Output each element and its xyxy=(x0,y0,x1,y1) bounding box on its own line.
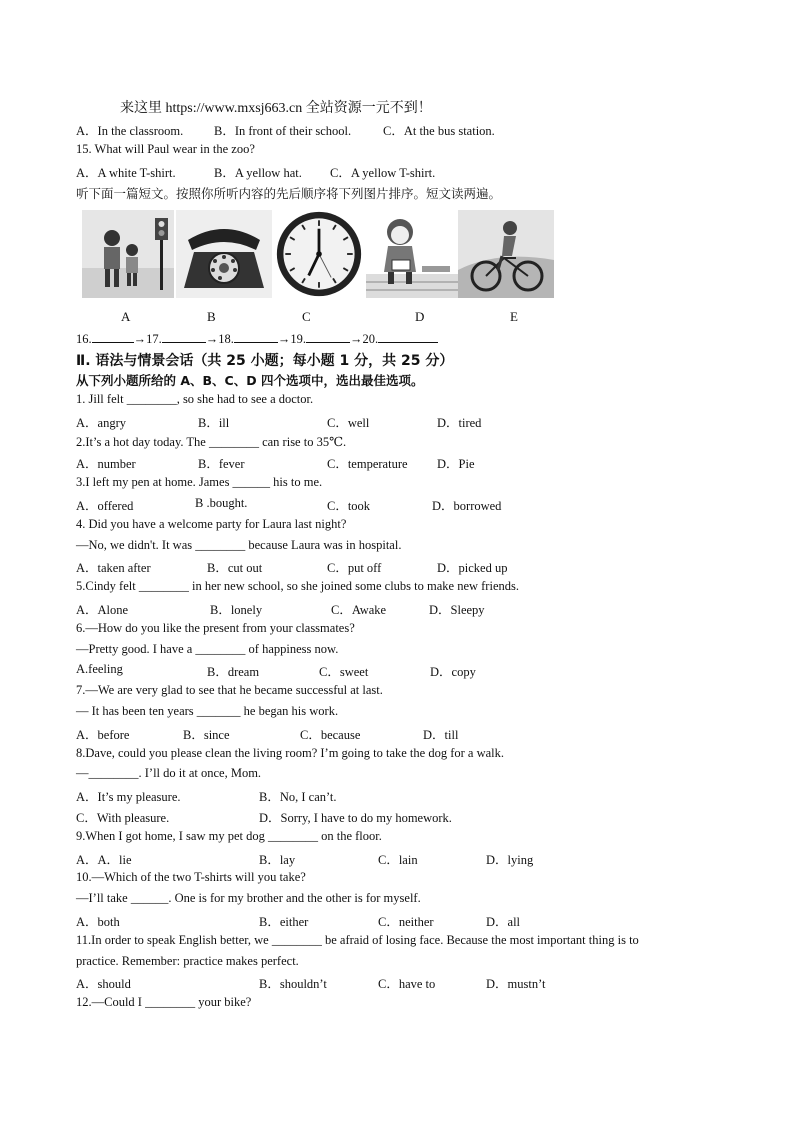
question-11-option-c[interactable]: C．have to xyxy=(378,977,436,992)
question-4-line-1: 4. Did you have a welcome party for Laura last night? xyxy=(76,516,347,531)
question-7-option-a[interactable]: A．before xyxy=(76,727,130,742)
question-4-line-2: —No, we didn't. It was ________ because Laura was in hospital. xyxy=(76,537,402,552)
question-1-option-c[interactable]: C．well xyxy=(327,415,370,430)
question-6-line-1: 6.—How do you like the present from your classmates? xyxy=(76,620,355,635)
picture-a-crossing-icon xyxy=(82,210,174,298)
answer-18-blank[interactable] xyxy=(234,330,278,343)
question-12-line-1: 12.—Could I ________ your bike? xyxy=(76,995,252,1010)
question-9-option-a[interactable]: A．A．lie xyxy=(76,852,132,867)
site-banner: 来这里 https://www.mxsj663.cn 全站资源一元不到！ xyxy=(120,101,432,116)
question-11-option-a[interactable]: A．should xyxy=(76,977,131,992)
answer-19-label: →19. xyxy=(277,332,306,346)
picture-label-a: A xyxy=(121,309,131,324)
question-10-option-b[interactable]: B．either xyxy=(259,915,309,929)
question-5-option-c[interactable]: C．Awake xyxy=(331,603,387,617)
answer-17-label: →17. xyxy=(133,332,162,346)
question-9-option-d[interactable]: D．lying xyxy=(486,852,534,867)
question-3-option-b[interactable]: B .bought. xyxy=(195,496,248,510)
question-10-option-a[interactable]: A．both xyxy=(76,915,120,929)
answer-20-label: →20. xyxy=(350,332,379,346)
picture-b-telephone-icon xyxy=(176,210,272,298)
question-4-option-b[interactable]: B．cut out xyxy=(207,561,263,576)
picture-c-clock-icon xyxy=(272,210,366,298)
question-2-option-b[interactable]: B．fever xyxy=(198,457,245,472)
question-11-option-d[interactable]: D．mustn’t xyxy=(486,977,546,992)
question-7-option-c[interactable]: C．because xyxy=(300,727,361,742)
question-1-line-1: 1. Jill felt ________, so she had to see a doctor. xyxy=(76,392,314,406)
question-4-option-c[interactable]: C．put off xyxy=(327,561,382,576)
section-2-instruction: 从下列小题所给的 A、B、C、D 四个选项中，选出最佳选项。 xyxy=(76,373,424,388)
question-7-line-1: 7.—We are very glad to see that he became successful at last. xyxy=(76,683,383,698)
question-3-line-1: 3.I left my pen at home. James ______ his to me. xyxy=(76,475,323,490)
section-2-title: Ⅱ. 语法与情景会话（共 25 小题；每小题 1 分，共 25 分） xyxy=(76,353,454,369)
question-7-option-d[interactable]: D．till xyxy=(423,727,459,742)
question-6-option-b[interactable]: B．dream xyxy=(207,665,260,680)
question-6-line-2: —Pretty good. I have a ________ of happiness now. xyxy=(76,641,339,656)
question-6-option-a[interactable]: A.feeling xyxy=(76,662,123,677)
picture-label-b: B xyxy=(207,309,216,324)
question-2-option-c[interactable]: C．temperature xyxy=(327,457,408,472)
picture-d-girl-reading-icon xyxy=(366,210,458,298)
question-10-option-c[interactable]: C．neither xyxy=(378,915,434,929)
answer-20-blank[interactable] xyxy=(378,330,438,343)
question-8-option-c[interactable]: C．With pleasure. xyxy=(76,811,170,825)
question-3-option-a[interactable]: A．offered xyxy=(76,499,134,513)
q15-option-b: B．A yellow hat. xyxy=(214,166,302,180)
picture-label-d: D xyxy=(415,309,425,324)
question-3-option-c[interactable]: C．took xyxy=(327,499,371,513)
question-4-option-a[interactable]: A．taken after xyxy=(76,561,151,576)
question-9-option-c[interactable]: C．lain xyxy=(378,852,418,867)
q15-question: 15. What will Paul wear in the zoo? xyxy=(76,142,255,156)
q14-option-a: A．In the classroom. xyxy=(76,124,184,138)
question-5-line-1: 5.Cindy felt ________ in her new school, so she joined some clubs to make new friends. xyxy=(76,579,519,594)
question-3-option-d[interactable]: D．borrowed xyxy=(432,499,502,513)
picture-e-cyclist-icon xyxy=(458,210,554,298)
question-1-option-a[interactable]: A．angry xyxy=(76,415,126,430)
question-2-option-a[interactable]: A．number xyxy=(76,457,136,472)
answer-19-blank[interactable] xyxy=(306,330,350,343)
question-4-option-d[interactable]: D．picked up xyxy=(437,561,508,576)
question-8-line-2: —________. I’ll do it at once, Mom. xyxy=(76,766,262,781)
question-8-option-d[interactable]: D．Sorry, I have to do my homework. xyxy=(259,811,452,825)
answer-18-label: →18. xyxy=(205,332,234,346)
q15-option-c: C．A yellow T-shirt. xyxy=(330,166,436,180)
question-9-line-1: 9.When I got home, I saw my pet dog ________ on the floor. xyxy=(76,828,382,843)
question-1-option-d[interactable]: D．tired xyxy=(437,415,482,430)
question-6-option-d[interactable]: D．copy xyxy=(430,665,476,680)
q14-option-c: C．At the bus station. xyxy=(383,124,495,138)
question-5-option-d[interactable]: D．Sleepy xyxy=(429,603,485,617)
question-9-option-b[interactable]: B．lay xyxy=(259,852,296,867)
question-5-option-b[interactable]: B．lonely xyxy=(210,603,263,617)
question-2-option-d[interactable]: D．Pie xyxy=(437,457,475,472)
picture-label-e: E xyxy=(510,309,518,324)
q15-option-a: A．A white T-shirt. xyxy=(76,166,176,180)
question-1-option-b[interactable]: B．ill xyxy=(198,415,230,430)
q14-option-b: B．In front of their school. xyxy=(214,124,352,138)
question-10-line-1: 10.—Which of the two T-shirts will you take? xyxy=(76,870,306,885)
question-10-line-2: —I’ll take ______. One is for my brother and the other is for myself. xyxy=(76,891,421,906)
question-11-line-1: 11.In order to speak English better, we ________ be afraid of losing face. Because the most important thing is to xyxy=(76,932,639,947)
question-8-option-b[interactable]: B．No, I can’t. xyxy=(259,790,337,805)
question-8-option-a[interactable]: A．It’s my pleasure. xyxy=(76,790,181,805)
answer-17-blank[interactable] xyxy=(162,330,206,343)
question-8-line-1: 8.Dave, could you please clean the living room? I’m going to take the dog for a walk. xyxy=(76,745,504,760)
question-7-option-b[interactable]: B．since xyxy=(183,727,230,742)
answer-16-label: 16. xyxy=(76,332,92,346)
question-5-option-a[interactable]: A．Alone xyxy=(76,603,129,617)
question-6-option-c[interactable]: C．sweet xyxy=(319,665,369,680)
question-11-option-b[interactable]: B．shouldn’t xyxy=(259,977,327,992)
question-10-option-d[interactable]: D．all xyxy=(486,915,521,929)
picture-label-c: C xyxy=(302,309,311,324)
answer-16-blank[interactable] xyxy=(92,330,134,343)
question-7-line-2: — It has been ten years _______ he began his work. xyxy=(76,704,339,718)
question-11-line-2: practice. Remember: practice makes perfect. xyxy=(76,953,299,968)
question-2-line-1: 2.It’s a hot day today. The ________ can rise to 35℃. xyxy=(76,434,347,449)
listening-instruction: 听下面一篇短文。按照你所听内容的先后顺序将下列图片排序。短文读两遍。 xyxy=(76,186,502,201)
picture-order-answers xyxy=(76,330,438,347)
